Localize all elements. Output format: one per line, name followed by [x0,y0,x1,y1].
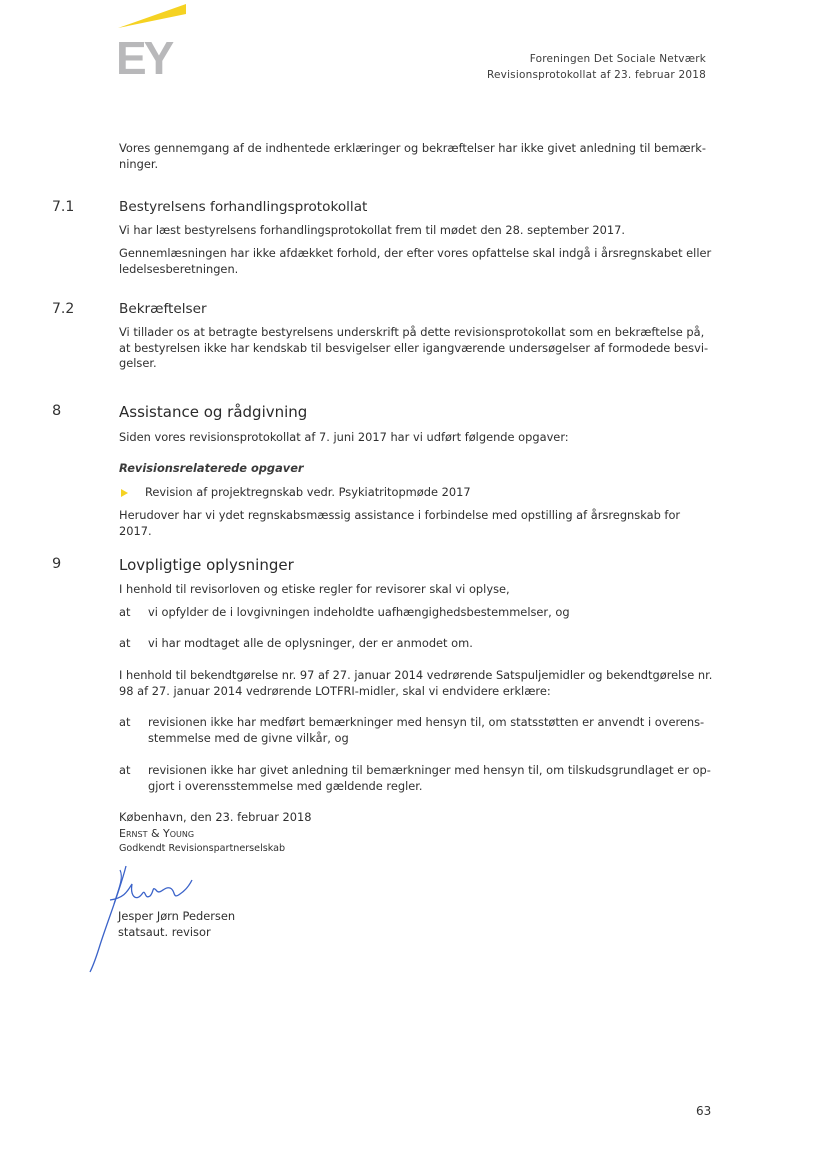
bullet-arrow-icon [121,489,128,497]
intro-paragraph: Vores gennemgang af de indhentede erklæringer og bekræftelser har ikke givet anledning til bemærk-ninger. [119,141,706,171]
ey-logo [116,2,190,76]
signer-name: Jesper Jørn Pedersen [118,909,236,923]
header-document: Revisionsprotokollat af 23. februar 2018 [486,69,706,81]
section-title-7-1: Bestyrelsens forhandlingsprotokollat [119,199,368,215]
section-8-paragraph-2: Herudover har vi ydet regnskabsmæssig assistance i forbindelse med opstilling af årsregnskab for 2017. [119,508,681,538]
section-number-7-1: 7.1 [52,199,75,215]
section-9-paragraph-2: I henhold til bekendtgørelse nr. 97 af 27. januar 2014 vedrørende Satspuljemidler og bekendtgørelse nr. 98 af 27. januar 2014 vedrørende LOTFRI-midler, skal vi endvidere erklære: [119,668,713,698]
place-date: København, den 23. februar 2018 [119,810,312,824]
at-label: at [119,763,131,777]
firm-type: Godkendt Revisionspartnerselskab [119,843,286,854]
at-label: at [119,715,131,729]
at-item-2: vi har modtaget alle de oplysninger, der er anmodet om. [148,636,473,650]
at-item-1: vi opfylder de i lovgivningen indeholdte uafhængighedsbestemmelser, og [148,605,570,619]
section-title-7-2: Bekræftelser [119,301,207,317]
at-item-4: revisionen ikke har givet anledning til bemærkninger med hensyn til, om tilskudsgrundlaget er op-gjort i overensstemmelse med gældende regler. [148,763,711,793]
firm-name: Ernst & Young [119,827,195,840]
section-8-paragraph-1: Siden vores revisionsprotokollat af 7. juni 2017 har vi udført følgende opgaver: [119,430,569,444]
section-title-9: Lovpligtige oplysninger [119,556,294,574]
section-7-1-paragraph-2: Gennemlæsningen har ikke afdækket forhold, der efter vores opfattelse skal indgå i årsregnskabet eller ledelsesberetningen. [119,246,712,276]
section-number-7-2: 7.2 [52,301,75,317]
section-8-bullet-item: Revision af projektregnskab vedr. Psykiatritopmøde 2017 [145,485,471,499]
section-number-8: 8 [52,403,62,419]
section-7-1-paragraph-1: Vi har læst bestyrelsens forhandlingsprotokollat frem til mødet den 28. september 2017. [119,223,626,237]
section-9-paragraph-1: I henhold til revisorloven og etiske regler for revisorer skal vi oplyse, [119,582,510,596]
at-label: at [119,605,131,619]
section-7-2-paragraph: Vi tillader os at betragte bestyrelsens underskrift på dette revisionsprotokollat som en bekræftelse på, at bestyrelsen ikke har kendskab til besvigelser eller igangværende undersøgelser af formodede besvi-gelser. [119,325,709,370]
signer-role: statsaut. revisor [118,925,211,939]
section-number-9: 9 [52,556,62,572]
ey-logo-text: EY [116,32,172,76]
header-organization: Foreningen Det Sociale Netværk [529,53,706,65]
at-label: at [119,636,131,650]
at-item-3: revisionen ikke har medført bemærkninger med hensyn til, om statsstøtten er anvendt i overens-stemmelse med de givne vilkår, og [148,715,705,745]
section-title-8: Assistance og rådgivning [119,403,308,421]
page-number: 63 [696,1104,712,1118]
section-8-subheading: Revisionsrelaterede opgaver [119,461,304,475]
